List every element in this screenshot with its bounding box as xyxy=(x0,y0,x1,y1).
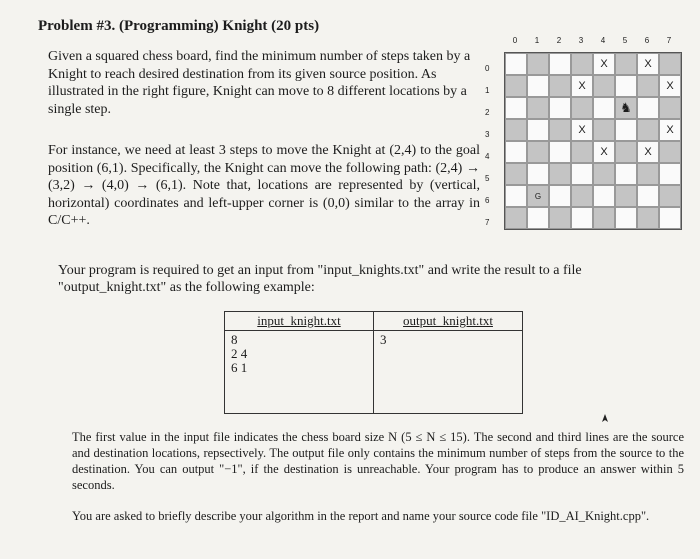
board-square xyxy=(527,119,549,141)
board-square xyxy=(593,97,615,119)
board-square xyxy=(659,97,681,119)
row-label: 5 xyxy=(485,173,490,183)
board-square xyxy=(571,97,593,119)
board-square xyxy=(593,119,615,141)
column-label: 7 xyxy=(666,36,672,45)
board-square xyxy=(549,163,571,185)
board-square xyxy=(659,53,681,75)
board-square xyxy=(571,163,593,185)
board-square xyxy=(593,141,615,163)
board-square xyxy=(637,53,659,75)
report-instructions-paragraph: You are asked to briefly describe your algorithm in the report and name your source code file "ID_AI_Knight.cpp". xyxy=(72,509,650,523)
board-square xyxy=(615,185,637,207)
input-line: 8 xyxy=(231,332,238,347)
board-square xyxy=(571,53,593,75)
move-target-mark: X xyxy=(666,124,674,136)
chess-board xyxy=(504,52,682,230)
board-square xyxy=(659,207,681,229)
board-square xyxy=(527,207,549,229)
board-square xyxy=(549,75,571,97)
board-square xyxy=(659,75,681,97)
board-square xyxy=(593,207,615,229)
goal-marker: G xyxy=(534,191,542,201)
row-label: 0 xyxy=(485,63,490,73)
board-square xyxy=(549,119,571,141)
move-target-mark: X xyxy=(644,58,652,70)
column-label: 0 xyxy=(512,36,518,45)
board-square xyxy=(527,97,549,119)
board-square xyxy=(615,141,637,163)
move-target-mark: X xyxy=(578,80,586,92)
example-paragraph: For instance, we need at least 3 steps to move the Knight at (2,4) to the goal position (6,1). Specifically, the Knight can move the following path: (2,4) → (3,2) → (4,0) → (6,1). Note that, locations are represented by (vertical, horizontal) coordinates and left-upper corner is (0,0) similar to the array in C/C++. xyxy=(48,143,480,228)
output-file-contents xyxy=(374,331,523,414)
input-file-header: input_knight.txt xyxy=(225,312,374,331)
board-square xyxy=(593,163,615,185)
board-square xyxy=(571,75,593,97)
column-label: 1 xyxy=(534,36,540,45)
board-square xyxy=(527,53,549,75)
input-line: 6 1 xyxy=(231,360,248,375)
board-square xyxy=(637,97,659,119)
board-square xyxy=(615,119,637,141)
board-square xyxy=(593,185,615,207)
board-square xyxy=(505,75,527,97)
board-square xyxy=(505,53,527,75)
board-square xyxy=(593,53,615,75)
move-target-mark: X xyxy=(600,58,608,70)
input-description-paragraph: The first value in the input file indicates the chess board size N (5 ≤ N ≤ 15). The second and third lines are the source and destination locations, repsectively. The output file only contains the minimum number of steps from the source to the destination. You can output "−1", if the destination is unreachable. Your program has to produce an answer within 5 seconds. xyxy=(72,430,684,492)
mouse-cursor-icon xyxy=(601,413,609,423)
board-square xyxy=(549,141,571,163)
chess-board-figure xyxy=(485,36,695,246)
board-square xyxy=(637,207,659,229)
board-square xyxy=(637,75,659,97)
row-label: 7 xyxy=(485,217,490,227)
board-square xyxy=(549,97,571,119)
board-column-labels xyxy=(504,36,680,45)
column-label: 4 xyxy=(600,36,606,45)
board-square xyxy=(615,207,637,229)
input-line: 2 4 xyxy=(231,346,248,361)
board-square xyxy=(637,119,659,141)
board-square xyxy=(505,97,527,119)
board-square xyxy=(505,185,527,207)
board-square xyxy=(593,75,615,97)
move-target-mark: X xyxy=(644,146,652,158)
column-label: 3 xyxy=(578,36,584,45)
board-square xyxy=(615,163,637,185)
board-square xyxy=(527,163,549,185)
board-square xyxy=(527,141,549,163)
board-square xyxy=(549,53,571,75)
knight-icon: ♞ xyxy=(620,100,632,116)
move-target-mark: X xyxy=(600,146,608,158)
column-label: 6 xyxy=(644,36,650,45)
intro-paragraph: Given a squared chess board, find the minimum number of steps taken by a Knight to reach desired destination from its given source position. As illustrated in the right figure, Knight can move to 8 different locations by a single step. xyxy=(48,49,471,117)
board-square xyxy=(549,207,571,229)
board-square xyxy=(637,163,659,185)
board-square xyxy=(615,97,637,119)
board-square xyxy=(527,75,549,97)
board-square xyxy=(527,185,549,207)
move-target-mark: X xyxy=(578,124,586,136)
board-square xyxy=(505,207,527,229)
board-square xyxy=(571,207,593,229)
board-square xyxy=(505,119,527,141)
board-square xyxy=(659,185,681,207)
row-label: 6 xyxy=(485,195,490,205)
board-square xyxy=(571,141,593,163)
io-example-table xyxy=(224,311,523,414)
board-square xyxy=(637,141,659,163)
board-square xyxy=(505,163,527,185)
board-square xyxy=(505,141,527,163)
row-label: 4 xyxy=(485,151,490,161)
board-square xyxy=(571,119,593,141)
move-target-mark: X xyxy=(666,80,674,92)
board-square xyxy=(659,141,681,163)
row-label: 1 xyxy=(485,85,490,95)
output-line: 3 xyxy=(380,332,387,347)
board-row-labels xyxy=(485,57,489,233)
row-label: 2 xyxy=(485,107,490,117)
column-label: 5 xyxy=(622,36,628,45)
board-square xyxy=(615,53,637,75)
problem-title: Problem #3. (Programming) Knight (20 pts) xyxy=(38,18,320,34)
board-square xyxy=(549,185,571,207)
output-file-header: output_knight.txt xyxy=(374,312,523,331)
row-label: 3 xyxy=(485,129,490,139)
column-label: 2 xyxy=(556,36,562,45)
input-file-contents xyxy=(225,331,374,414)
board-square xyxy=(659,119,681,141)
board-square xyxy=(571,185,593,207)
board-square xyxy=(659,163,681,185)
program-paragraph: Your program is required to get an input from "input_knights.txt" and write the result to a file "output_knight.txt" as the following example: xyxy=(58,263,582,295)
board-square xyxy=(637,185,659,207)
board-square xyxy=(615,75,637,97)
